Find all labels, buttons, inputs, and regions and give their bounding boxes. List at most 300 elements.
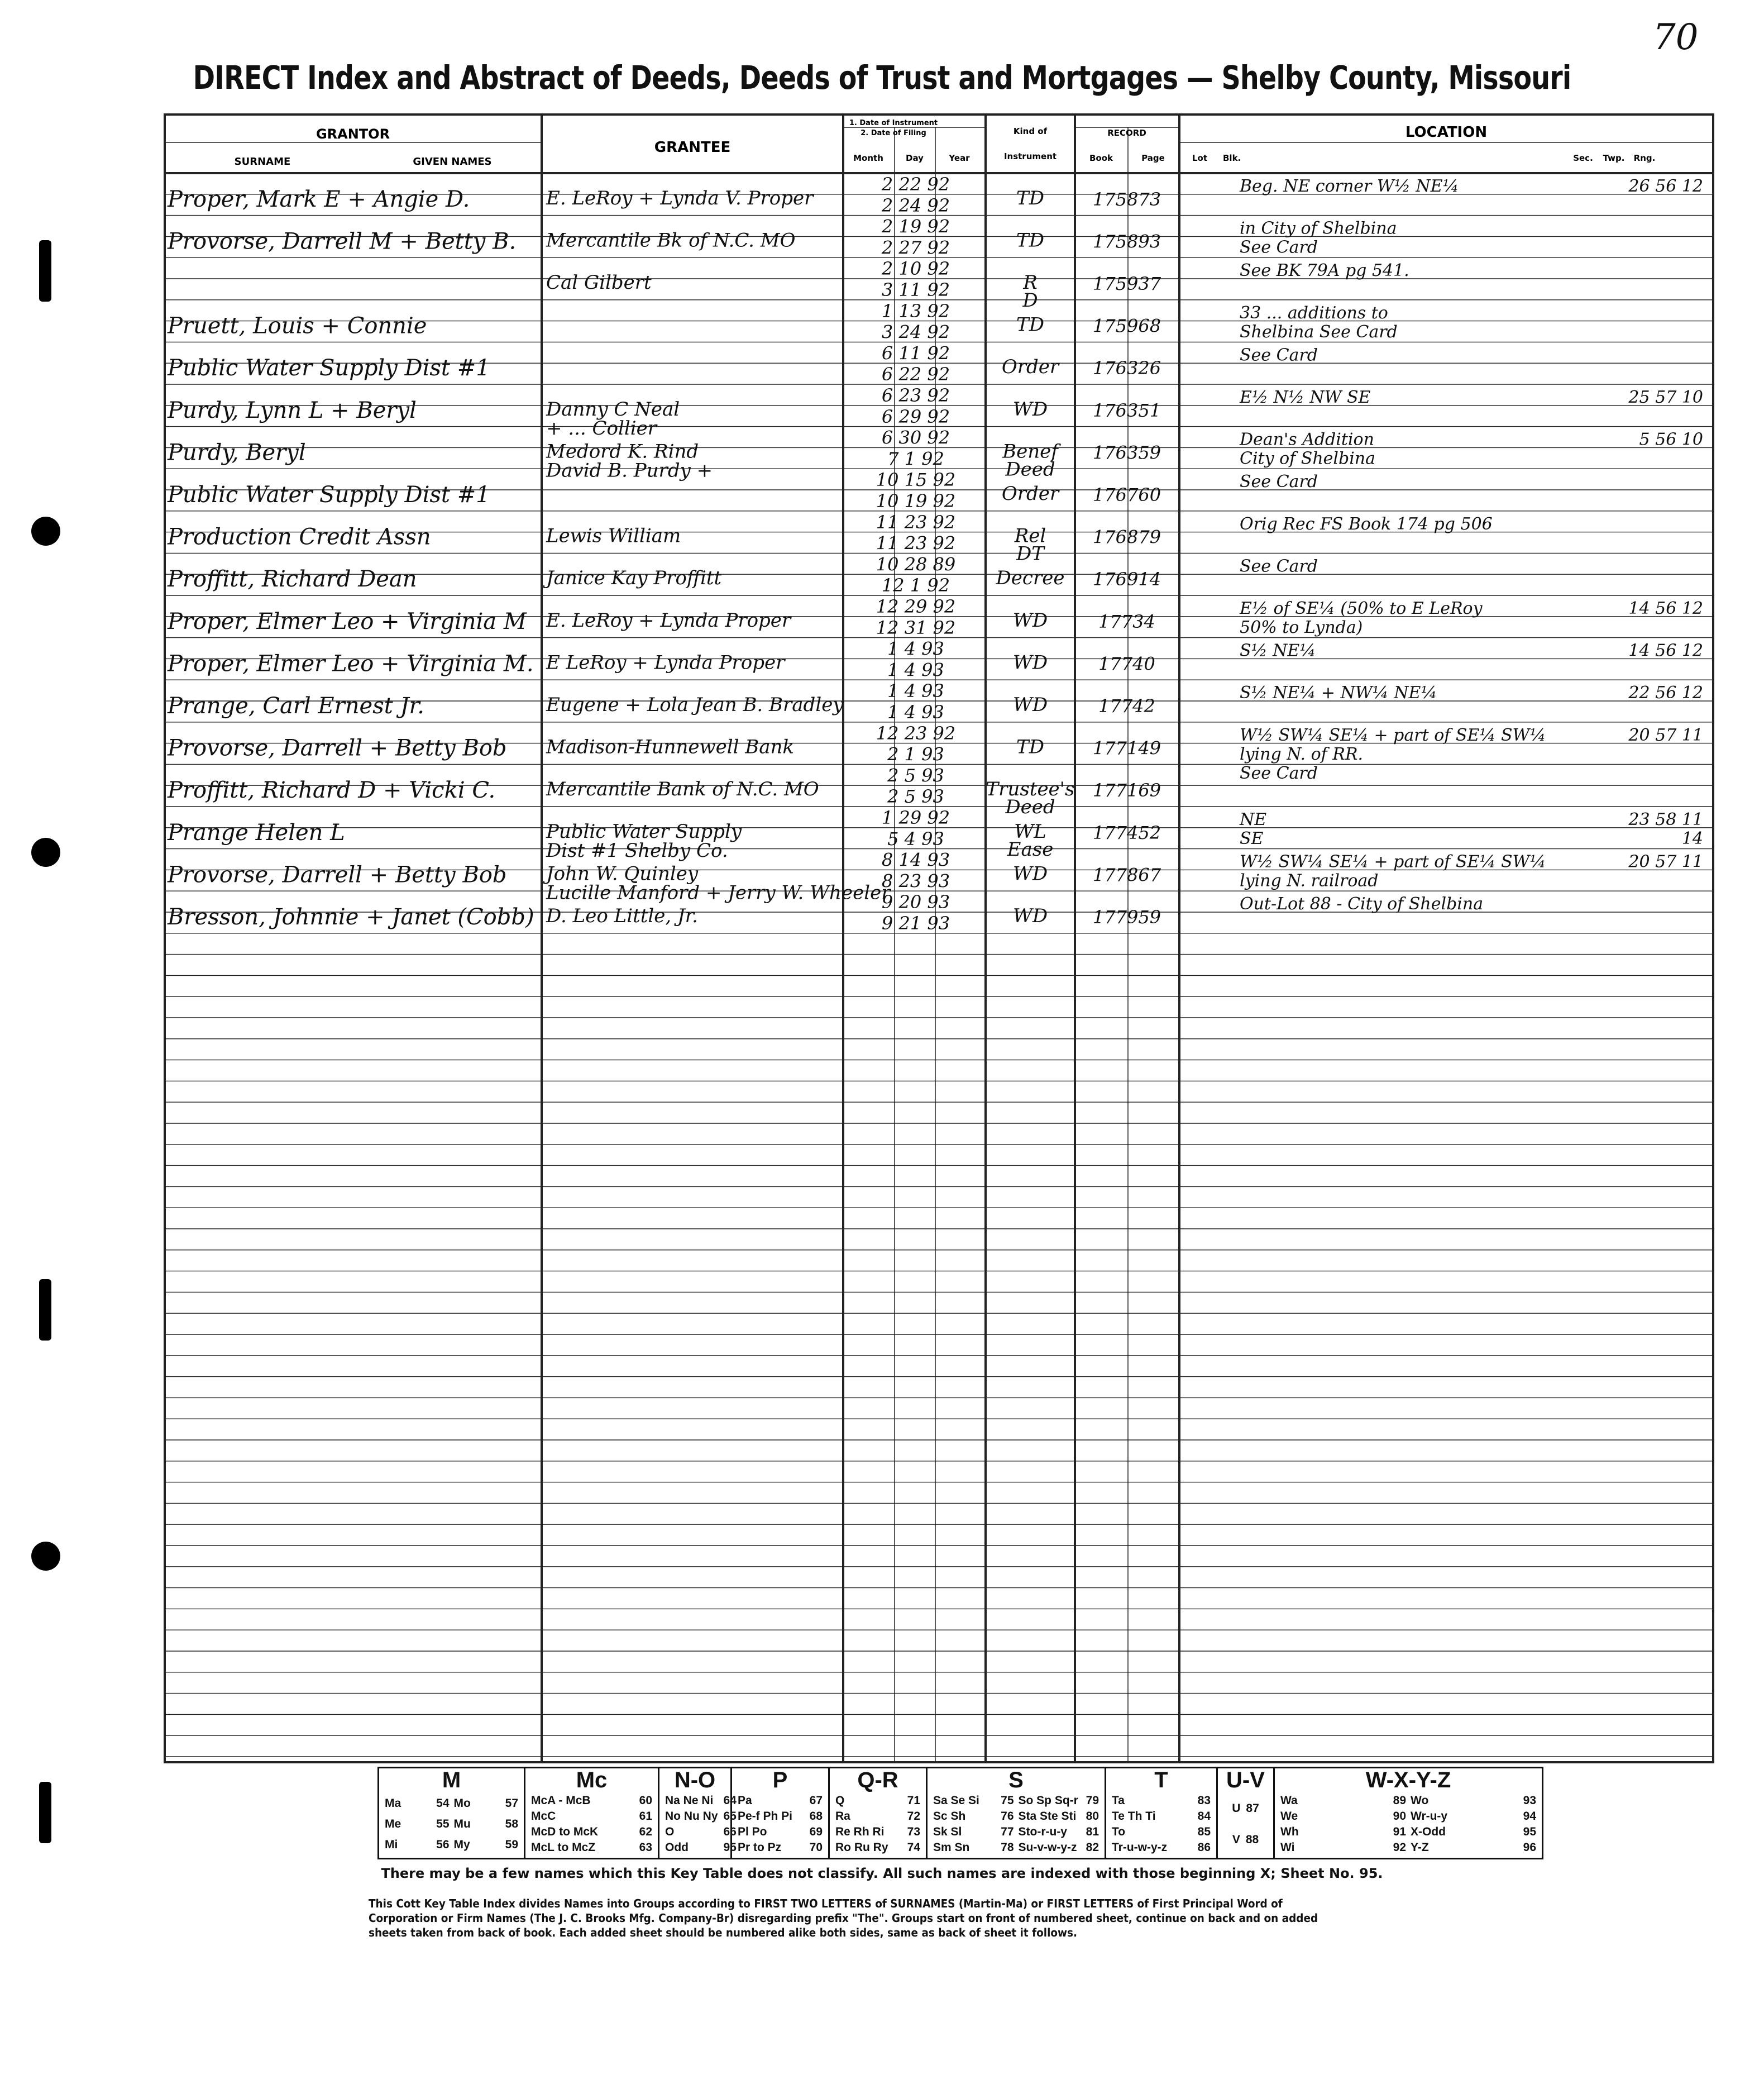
- key-cell: [663, 1824, 739, 1840]
- entry-kind: Rel: [1014, 524, 1046, 547]
- entry-location: 33 ... additions to: [1240, 303, 1388, 323]
- key-cell: [1278, 1840, 1408, 1856]
- entry-sec-twp-rng: 5 56 10: [1639, 430, 1703, 450]
- entry-grantor: Public Water Supply Dist #1: [168, 355, 490, 381]
- header-year: Year: [949, 153, 970, 163]
- key-cell: [1221, 1824, 1270, 1856]
- entry-location: See Card: [1240, 237, 1318, 257]
- entry-kind: WD: [1012, 609, 1048, 632]
- entry-date-instrument: 1 4 93: [887, 680, 944, 702]
- page-number: 70: [1653, 17, 1699, 58]
- entry-date-instrument: 6 11 92: [881, 342, 950, 364]
- entry-date-instrument: 12 29 92: [876, 596, 956, 617]
- header-blk: Blk.: [1223, 153, 1241, 163]
- entry-location: S½ NE¼: [1240, 641, 1316, 661]
- key-prefix: Sta Ste Sti: [1018, 1810, 1077, 1823]
- key-sheet-number: 80: [1086, 1810, 1099, 1823]
- entry-kind: Deed: [1005, 796, 1055, 819]
- key-sheet-number: 69: [809, 1825, 823, 1838]
- key-sheet-number: 84: [1197, 1810, 1211, 1823]
- key-cell: [1016, 1840, 1102, 1856]
- key-prefix: Odd: [665, 1841, 689, 1854]
- key-cell: [529, 1824, 654, 1840]
- entry-record: 17742: [1098, 695, 1155, 717]
- entry-kind: Order: [1001, 482, 1059, 505]
- entry-record: 175893: [1092, 231, 1161, 252]
- key-group-t: [1106, 1768, 1218, 1858]
- entry-location: lying N. railroad: [1240, 871, 1379, 891]
- entry-grantor: Proper, Elmer Leo + Virginia M.: [168, 651, 534, 677]
- page-title: DIRECT Index and Abstract of Deeds, Deeds of Trust and Mortgages — Shelby County, Missouri: [193, 59, 1571, 97]
- key-sheet-number: 63: [639, 1841, 652, 1854]
- key-cell: [833, 1809, 922, 1824]
- key-cell: [833, 1824, 922, 1840]
- entry-sec-twp-rng: 25 57 10: [1628, 388, 1703, 407]
- entry-grantor: Production Credit Assn: [168, 524, 431, 550]
- key-sheet-number: 70: [809, 1841, 823, 1854]
- entry-record: 176359: [1092, 442, 1161, 464]
- entry-date-filing: 11 23 92: [876, 532, 956, 554]
- key-cell: [931, 1793, 1016, 1809]
- entry-date-filing: 10 19 92: [876, 490, 956, 512]
- key-prefix: Tr-u-w-y-z: [1112, 1841, 1168, 1854]
- entry-location: See Card: [1240, 763, 1318, 783]
- entry-location: S½ NE¼ + NW¼ NE¼: [1240, 683, 1437, 703]
- entry-date-filing: 9 21 93: [881, 913, 950, 934]
- entry-kind: TD: [1016, 187, 1044, 209]
- key-sheet-number: 56: [436, 1838, 450, 1852]
- entry-grantee: E. LeRoy + Lynda V. Proper: [546, 187, 814, 209]
- key-prefix: Pe-f Ph Pi: [738, 1810, 793, 1823]
- entry-location: Out-Lot 88 - City of Shelbina: [1240, 894, 1484, 914]
- key-group-s: [928, 1768, 1106, 1858]
- key-prefix: McA - McB: [531, 1794, 591, 1807]
- entry-date-instrument: 10 28 89: [876, 554, 956, 575]
- key-cell: [735, 1809, 825, 1824]
- key-cell: [1408, 1793, 1538, 1809]
- cott-key-table: [377, 1767, 1540, 1856]
- entry-date-filing: 12 1 92: [881, 575, 950, 597]
- key-cell: [833, 1793, 922, 1809]
- entry-record: 176914: [1092, 569, 1161, 590]
- entry-kind: Benef: [1002, 440, 1058, 463]
- key-sheet-number: 60: [639, 1794, 652, 1807]
- key-sheet-number: 85: [1197, 1825, 1211, 1838]
- key-group-mc: [525, 1768, 659, 1858]
- entry-location: lying N. of RR.: [1240, 744, 1364, 764]
- entry-kind: D: [1022, 289, 1038, 312]
- key-sheet-number: 96: [1523, 1841, 1536, 1854]
- entry-location: E½ of SE¼ (50% to E LeRoy: [1240, 599, 1483, 618]
- entry-record: 175873: [1092, 188, 1161, 210]
- key-prefix: Mo: [453, 1796, 471, 1810]
- entry-date-instrument: 1 13 92: [881, 300, 950, 322]
- entry-grantee: Cal Gilbert: [546, 271, 652, 294]
- key-cell: [1110, 1840, 1213, 1856]
- entry-kind: WD: [1012, 693, 1048, 716]
- entry-kind: TD: [1016, 313, 1044, 336]
- entry-grantee: Public Water Supply: [546, 820, 742, 843]
- footer-instructions: This Cott Key Table Index divides Names into Groups according to FIRST TWO LETTERS of SURNAMES (Martin-Ma) or FIRST LETTERS of First Principal Word of Corporation or Firm Names (The J. C. Brooks Mfg. Company-Br) disregarding prefix "The". Groups start on front of numbered sheet, continue on back and on added sheets taken from back of book. Each added sheet should be numbered alike both sides, same as back of sheet it follows.: [369, 1897, 1318, 1939]
- key-group-u-v: [1218, 1768, 1275, 1858]
- key-prefix: Me: [385, 1817, 401, 1830]
- entry-grantor: Provorse, Darrell + Betty Bob: [168, 862, 507, 888]
- entry-kind: WD: [1012, 398, 1048, 421]
- header-page: Page: [1141, 153, 1165, 163]
- entry-date-instrument: 10 15 92: [876, 469, 956, 491]
- key-sheet-number: 58: [505, 1817, 518, 1830]
- entry-date-instrument: 11 23 92: [876, 511, 956, 533]
- entry-date-filing: 6 22 92: [881, 364, 950, 385]
- key-cell: [529, 1809, 654, 1824]
- entry-location: See Card: [1240, 345, 1318, 365]
- entry-kind: TD: [1016, 736, 1044, 759]
- entry-grantee: Madison-Hunnewell Bank: [546, 736, 795, 759]
- entry-date-instrument: 2 22 92: [881, 174, 950, 195]
- entry-sec-twp-rng: 14: [1681, 829, 1703, 848]
- key-sheet-number: 83: [1197, 1794, 1211, 1807]
- key-group-n-o: [659, 1768, 737, 1858]
- entry-date-filing: 7 1 92: [887, 448, 944, 470]
- key-prefix: McD to McK: [531, 1825, 599, 1838]
- entry-location: City of Shelbina: [1240, 449, 1376, 469]
- key-sheet-number: 55: [436, 1817, 450, 1830]
- header-grantee: GRANTEE: [654, 139, 731, 156]
- key-cell: [663, 1793, 739, 1809]
- entry-grantor: Purdy, Lynn L + Beryl: [168, 397, 417, 423]
- entry-grantor: Proper, Elmer Leo + Virginia M: [168, 608, 527, 635]
- entry-location: See Card: [1240, 556, 1318, 576]
- key-cell: [383, 1835, 452, 1856]
- entry-date-filing: 2 5 93: [887, 786, 944, 808]
- entry-sec-twp-rng: 23 58 11: [1628, 810, 1703, 829]
- key-prefix: Wr-u-y: [1411, 1810, 1448, 1823]
- entry-date-instrument: 6 30 92: [881, 427, 950, 449]
- entry-location: Beg. NE corner W½ NE¼: [1240, 177, 1459, 196]
- key-group-letter: S: [1008, 1768, 1024, 1792]
- entry-grantee: E. LeRoy + Lynda Proper: [546, 609, 791, 632]
- key-prefix: Mu: [453, 1817, 471, 1830]
- key-sheet-number: 88: [1245, 1833, 1259, 1846]
- header-kind: Kind of: [1013, 126, 1048, 136]
- header-book: Book: [1089, 153, 1113, 163]
- key-cell: [1221, 1793, 1270, 1824]
- entry-kind: Order: [1001, 356, 1059, 379]
- key-sheet-number: 62: [639, 1825, 652, 1838]
- entry-grantor: Provorse, Darrell M + Betty B.: [168, 228, 517, 255]
- key-prefix: Wi: [1280, 1841, 1295, 1854]
- entry-kind: WL: [1014, 820, 1046, 843]
- entry-location: See BK 79A pg 541.: [1240, 261, 1409, 281]
- entry-kind: Deed: [1005, 458, 1055, 481]
- entry-location: in City of Shelbina: [1240, 218, 1397, 239]
- entry-kind: WD: [1012, 904, 1048, 927]
- key-sheet-number: 94: [1523, 1810, 1536, 1823]
- key-prefix: Sk Sl: [933, 1825, 962, 1838]
- key-group-letter: Mc: [576, 1768, 608, 1792]
- key-cell: [1278, 1824, 1408, 1840]
- key-prefix: Ma: [385, 1796, 401, 1810]
- entry-location: Dean's Addition: [1240, 430, 1374, 450]
- entry-location: W½ SW¼ SE¼ + part of SE¼ SW¼: [1240, 725, 1546, 745]
- key-prefix: Pr to Pz: [738, 1841, 782, 1854]
- entry-date-instrument: 1 29 92: [881, 807, 950, 828]
- entry-kind: Decree: [996, 567, 1065, 590]
- key-sheet-number: 65: [723, 1810, 737, 1823]
- key-prefix: Su-v-w-y-z: [1018, 1841, 1077, 1854]
- key-prefix: Te Th Ti: [1112, 1810, 1156, 1823]
- header-location: LOCATION: [1405, 124, 1488, 141]
- entry-record: 175968: [1092, 315, 1161, 337]
- key-prefix: X-Odd: [1411, 1825, 1446, 1838]
- entry-date-filing: 2 1 93: [887, 743, 944, 765]
- key-prefix: Sto-r-u-y: [1018, 1825, 1067, 1838]
- key-prefix: McL to McZ: [531, 1841, 596, 1854]
- key-prefix: To: [1112, 1825, 1126, 1838]
- entry-date-instrument: 2 19 92: [881, 216, 950, 237]
- key-prefix: Pa: [738, 1794, 752, 1807]
- key-group-letter: W-X-Y-Z: [1365, 1768, 1451, 1792]
- entry-date-instrument: 6 23 92: [881, 385, 950, 406]
- entry-kind: Trustee's: [986, 778, 1075, 801]
- header-grantor: GRANTOR: [315, 126, 390, 142]
- key-prefix: Ro Ru Ry: [835, 1841, 888, 1854]
- entry-grantee: Eugene + Lola Jean B. Bradley: [546, 693, 844, 716]
- key-sheet-number: 68: [809, 1810, 823, 1823]
- key-table-note: There may be a few names which this Key Table does not classify. All such names are indexed with those beginning X; Sheet No. 95.: [381, 1866, 1383, 1881]
- key-sheet-number: 82: [1086, 1841, 1099, 1854]
- key-sheet-number: 59: [505, 1838, 518, 1852]
- key-prefix: Sa Se Si: [933, 1794, 979, 1807]
- entry-location: NE: [1240, 810, 1267, 829]
- key-cell: [735, 1824, 825, 1840]
- key-cell: [833, 1840, 922, 1856]
- entry-grantor: Bresson, Johnnie + Janet (Cobb): [168, 904, 534, 930]
- entry-grantee: Lucille Manford + Jerry W. Wheeler: [546, 881, 891, 904]
- entry-record: 177959: [1092, 906, 1161, 928]
- key-sheet-number: 67: [809, 1794, 823, 1807]
- key-prefix: O: [665, 1825, 675, 1838]
- entry-grantee: + ... Collier: [546, 417, 657, 440]
- header-date-note: 2. Date of Filing: [861, 129, 926, 137]
- entry-kind: TD: [1016, 229, 1044, 252]
- key-prefix: Na Ne Ni: [665, 1794, 714, 1807]
- entry-grantor: Purdy, Beryl: [168, 440, 306, 466]
- header-surname: SURNAME: [234, 156, 291, 168]
- entry-sec-twp-rng: 20 57 11: [1628, 852, 1703, 872]
- key-sheet-number: 92: [1393, 1841, 1406, 1854]
- header-lot: Lot: [1192, 153, 1208, 163]
- header-day: Day: [906, 153, 924, 163]
- entry-grantee: E LeRoy + Lynda Proper: [546, 651, 785, 674]
- key-sheet-number: 72: [907, 1810, 920, 1823]
- key-prefix: Mi: [385, 1838, 398, 1852]
- header-rng: Rng.: [1633, 153, 1656, 163]
- entry-grantor: Pruett, Louis + Connie: [168, 313, 427, 339]
- key-sheet-number: 89: [1393, 1794, 1406, 1807]
- entry-date-instrument: 2 5 93: [887, 765, 944, 786]
- entry-record: 177867: [1092, 864, 1161, 886]
- key-prefix: Sc Sh: [933, 1810, 966, 1823]
- key-prefix: Q: [835, 1794, 845, 1807]
- entry-location: Shelbina See Card: [1240, 322, 1398, 342]
- key-prefix: Ta: [1112, 1794, 1125, 1807]
- entry-grantee: John W. Quinley: [546, 862, 699, 885]
- key-cell: [383, 1814, 452, 1834]
- header-record: RECORD: [1107, 128, 1146, 138]
- key-sheet-number: 95: [1523, 1825, 1536, 1838]
- entry-record: 177452: [1092, 822, 1161, 843]
- key-cell: [1016, 1809, 1102, 1824]
- entry-date-instrument: 2 10 92: [881, 258, 950, 280]
- key-prefix: My: [453, 1838, 470, 1852]
- entry-date-filing: 1 4 93: [887, 702, 944, 723]
- entry-record: 177149: [1092, 737, 1161, 759]
- key-sheet-number: 90: [1393, 1810, 1406, 1823]
- entry-sec-twp-rng: 22 56 12: [1628, 683, 1703, 703]
- entry-location: E½ N½ NW SE: [1240, 388, 1371, 407]
- key-prefix: Wh: [1280, 1825, 1299, 1838]
- key-cell: [1278, 1793, 1408, 1809]
- entry-record: 176879: [1092, 526, 1161, 548]
- key-cell: [529, 1840, 654, 1856]
- entry-sec-twp-rng: 20 57 11: [1628, 725, 1703, 745]
- entry-sec-twp-rng: 26 56 12: [1628, 177, 1703, 196]
- entry-date-filing: 3 24 92: [881, 321, 950, 343]
- key-sheet-number: 57: [505, 1796, 518, 1810]
- key-group-letter: Q-R: [857, 1768, 898, 1792]
- key-sheet-number: 79: [1086, 1794, 1099, 1807]
- entry-record: 176760: [1092, 484, 1161, 505]
- key-cell: [452, 1814, 521, 1834]
- entry-location: See Card: [1240, 472, 1318, 492]
- entry-grantee: Medord K. Rind: [546, 440, 699, 463]
- entry-kind: Ease: [1007, 838, 1054, 861]
- entry-grantee: Lewis William: [546, 524, 681, 547]
- entry-kind: WD: [1012, 651, 1048, 674]
- key-group-letter: U-V: [1226, 1768, 1265, 1792]
- key-cell: [735, 1840, 825, 1856]
- key-sheet-number: 86: [1197, 1841, 1211, 1854]
- key-group-p: [732, 1768, 830, 1858]
- key-prefix: So Sp Sq-r: [1018, 1794, 1078, 1807]
- key-prefix: Sm Sn: [933, 1841, 970, 1854]
- key-cell: [1408, 1824, 1538, 1840]
- entry-grantor: Provorse, Darrell + Betty Bob: [168, 735, 507, 761]
- entry-date-filing: 12 31 92: [876, 617, 956, 638]
- entry-date-instrument: 8 14 93: [881, 849, 950, 871]
- key-sheet-number: 91: [1393, 1825, 1406, 1838]
- entry-grantee: Danny C Neal: [546, 398, 680, 421]
- key-prefix: Y-Z: [1411, 1841, 1429, 1854]
- entry-date-filing: 1 4 93: [887, 659, 944, 681]
- key-cell: [931, 1824, 1016, 1840]
- entry-date-instrument: 1 4 93: [887, 638, 944, 660]
- entry-grantor: Public Water Supply Dist #1: [168, 481, 490, 508]
- entry-date-instrument: 12 23 92: [876, 722, 956, 744]
- header-given-names: GIVEN NAMES: [413, 156, 492, 168]
- entry-date-filing: 2 24 92: [881, 194, 950, 216]
- key-prefix: Pl Po: [738, 1825, 767, 1838]
- entry-date-filing: 2 27 92: [881, 237, 950, 259]
- key-sheet-number: 74: [907, 1841, 920, 1854]
- entry-location: W½ SW¼ SE¼ + part of SE¼ SW¼: [1240, 852, 1546, 872]
- key-sheet-number: 81: [1086, 1825, 1099, 1838]
- entry-kind: WD: [1012, 862, 1048, 885]
- key-cell: [452, 1835, 521, 1856]
- key-cell: [1408, 1840, 1538, 1856]
- entry-record: 17734: [1098, 611, 1155, 632]
- key-cell: [1110, 1809, 1213, 1824]
- key-sheet-number: 71: [907, 1794, 920, 1807]
- header-month: Month: [853, 153, 883, 163]
- entry-record: 17740: [1098, 653, 1155, 675]
- entry-date-filing: 6 29 92: [881, 406, 950, 427]
- key-sheet-number: 75: [1001, 1794, 1014, 1807]
- key-prefix: We: [1280, 1810, 1298, 1823]
- key-prefix: McC: [531, 1810, 556, 1823]
- entry-grantee: David B. Purdy +: [546, 459, 713, 482]
- entry-grantee: Dist #1 Shelby Co.: [546, 839, 728, 862]
- entry-location: 50% to Lynda): [1240, 618, 1363, 637]
- entry-location: Orig Rec FS Book 174 pg 506: [1240, 514, 1493, 534]
- header-sec: Sec.: [1573, 153, 1593, 163]
- header-date-note: 1. Date of Instrument: [849, 119, 938, 127]
- key-sheet-number: 78: [1001, 1841, 1014, 1854]
- entry-record: 177169: [1092, 780, 1161, 802]
- entry-record: 175937: [1092, 273, 1161, 294]
- entry-grantor: Prange, Carl Ernest Jr.: [168, 693, 424, 719]
- key-sheet-number: 54: [436, 1796, 450, 1810]
- entry-grantee: Janice Kay Proffitt: [546, 567, 722, 590]
- key-prefix: No Nu Ny: [665, 1810, 718, 1823]
- entry-sec-twp-rng: 14 56 12: [1628, 641, 1703, 661]
- key-sheet-number: 77: [1001, 1825, 1014, 1838]
- key-cell: [931, 1840, 1016, 1856]
- key-sheet-number: 61: [639, 1810, 652, 1823]
- entry-date-filing: 8 23 93: [881, 870, 950, 892]
- entry-grantee: Mercantile Bank of N.C. MO: [546, 778, 819, 801]
- entry-grantor: Proffitt, Richard Dean: [168, 566, 417, 593]
- entry-date-filing: 3 11 92: [881, 279, 950, 301]
- entry-kind: DT: [1016, 542, 1044, 565]
- key-cell: [1110, 1824, 1213, 1840]
- key-prefix: U: [1232, 1802, 1241, 1815]
- entry-record: 176326: [1092, 357, 1161, 379]
- key-cell: [735, 1793, 825, 1809]
- key-cell: [1016, 1824, 1102, 1840]
- key-sheet-number: 93: [1523, 1794, 1536, 1807]
- key-sheet-number: 66: [723, 1825, 737, 1838]
- key-group-m: [379, 1768, 525, 1858]
- key-prefix: Ra: [835, 1810, 850, 1823]
- entry-date-instrument: 9 20 93: [881, 891, 950, 913]
- key-sheet-number: 73: [907, 1825, 920, 1838]
- key-cell: [1110, 1793, 1213, 1809]
- key-prefix: Wo: [1411, 1794, 1429, 1807]
- entry-grantor: Proffitt, Richard D + Vicki C.: [168, 778, 496, 804]
- entry-date-filing: 5 4 93: [887, 828, 944, 850]
- key-prefix: Re Rh Ri: [835, 1825, 885, 1838]
- entry-grantor: Proper, Mark E + Angie D.: [168, 186, 470, 212]
- key-cell: [663, 1840, 739, 1856]
- key-group-letter: N-O: [674, 1768, 716, 1792]
- header-instrument: Instrument: [1003, 151, 1057, 161]
- key-cell: [1408, 1809, 1538, 1824]
- key-group-letter: M: [442, 1768, 461, 1792]
- entry-grantee: D. Leo Little, Jr.: [546, 904, 698, 927]
- key-cell: [529, 1793, 654, 1809]
